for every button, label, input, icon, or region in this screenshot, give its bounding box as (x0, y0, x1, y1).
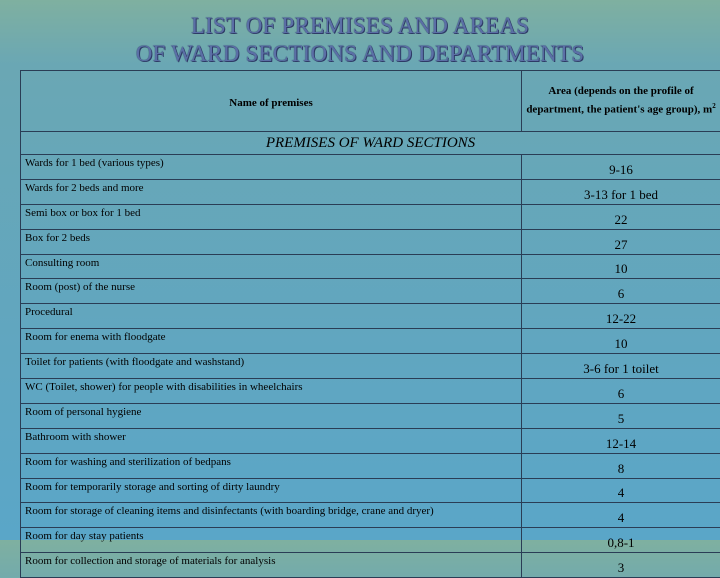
table-row (21, 528, 720, 553)
premises-name-cell: Wards for 2 beds and more (21, 179, 522, 204)
premises-name-cell: Box for 2 beds (21, 229, 522, 254)
premises-name-cell: Room for enema with floodgate (21, 329, 522, 354)
area-value-cell: 4 (522, 478, 720, 503)
table-row (21, 204, 720, 229)
table-row (21, 478, 720, 503)
table-row (21, 453, 720, 478)
title-line-1: LIST OF PREMISES AND AREAS (0, 12, 720, 40)
area-value-cell: 9-16 (522, 155, 720, 180)
premises-name-cell: Consulting room (21, 254, 522, 279)
table-row (21, 229, 720, 254)
section-header-row (21, 132, 720, 155)
area-value-cell: 3-13 for 1 bed (522, 179, 720, 204)
premises-name-cell: Semi box or box for 1 bed (21, 204, 522, 229)
section-title: PREMISES OF WARD SECTIONS (21, 132, 720, 155)
premises-name-cell: Room for collection and storage of materials for analysis (21, 553, 522, 578)
area-value-cell: 22 (522, 204, 720, 229)
table-row (21, 179, 720, 204)
premises-name-cell: WC (Toilet, shower) for people with disabilities in wheelchairs (21, 379, 522, 404)
area-value-cell: 3-6 for 1 toilet (522, 354, 720, 379)
area-value-cell: 4 (522, 503, 720, 528)
table-row (21, 354, 720, 379)
premises-name-cell: Room for storage of cleaning items and disinfectants (with boarding bridge, crane and dryer) (21, 503, 522, 528)
area-value-cell: 12-14 (522, 428, 720, 453)
table-row (21, 553, 720, 578)
table-header-row (21, 71, 720, 132)
table-row (21, 503, 720, 528)
area-value-cell: 6 (522, 379, 720, 404)
premises-name-cell: Toilet for patients (with floodgate and washstand) (21, 354, 522, 379)
area-value-cell: 12-22 (522, 304, 720, 329)
table-row (21, 403, 720, 428)
area-value-cell: 10 (522, 254, 720, 279)
area-value-cell: 0,8-1 (522, 528, 720, 553)
table-row (21, 155, 720, 180)
area-value-cell: 8 (522, 453, 720, 478)
title-line-2: OF WARD SECTIONS AND DEPARTMENTS (0, 40, 720, 68)
premises-name-cell: Room for day stay patients (21, 528, 522, 553)
header-area-unit-superscript: 2 (712, 102, 716, 110)
area-value-cell: 3 (522, 553, 720, 578)
page-title (0, 12, 720, 68)
premises-name-cell: Bathroom with shower (21, 428, 522, 453)
header-area (522, 71, 720, 132)
table-body (21, 155, 720, 578)
table-row (21, 254, 720, 279)
table-row (21, 329, 720, 354)
area-value-cell: 6 (522, 279, 720, 304)
table-row (21, 428, 720, 453)
table-row (21, 304, 720, 329)
header-area-text: Area (depends on the profile of department, the patient's age group), m (526, 85, 712, 116)
area-value-cell: 10 (522, 329, 720, 354)
header-name-of-premises: Name of premises (21, 71, 522, 132)
premises-table (20, 70, 720, 578)
premises-name-cell: Procedural (21, 304, 522, 329)
area-value-cell: 27 (522, 229, 720, 254)
premises-name-cell: Room (post) of the nurse (21, 279, 522, 304)
area-value-cell: 5 (522, 403, 720, 428)
premises-name-cell: Room for washing and sterilization of bedpans (21, 453, 522, 478)
premises-name-cell: Room of personal hygiene (21, 403, 522, 428)
table-row (21, 379, 720, 404)
table-row (21, 279, 720, 304)
premises-name-cell: Room for temporarily storage and sorting of dirty laundry (21, 478, 522, 503)
premises-name-cell: Wards for 1 bed (various types) (21, 155, 522, 180)
